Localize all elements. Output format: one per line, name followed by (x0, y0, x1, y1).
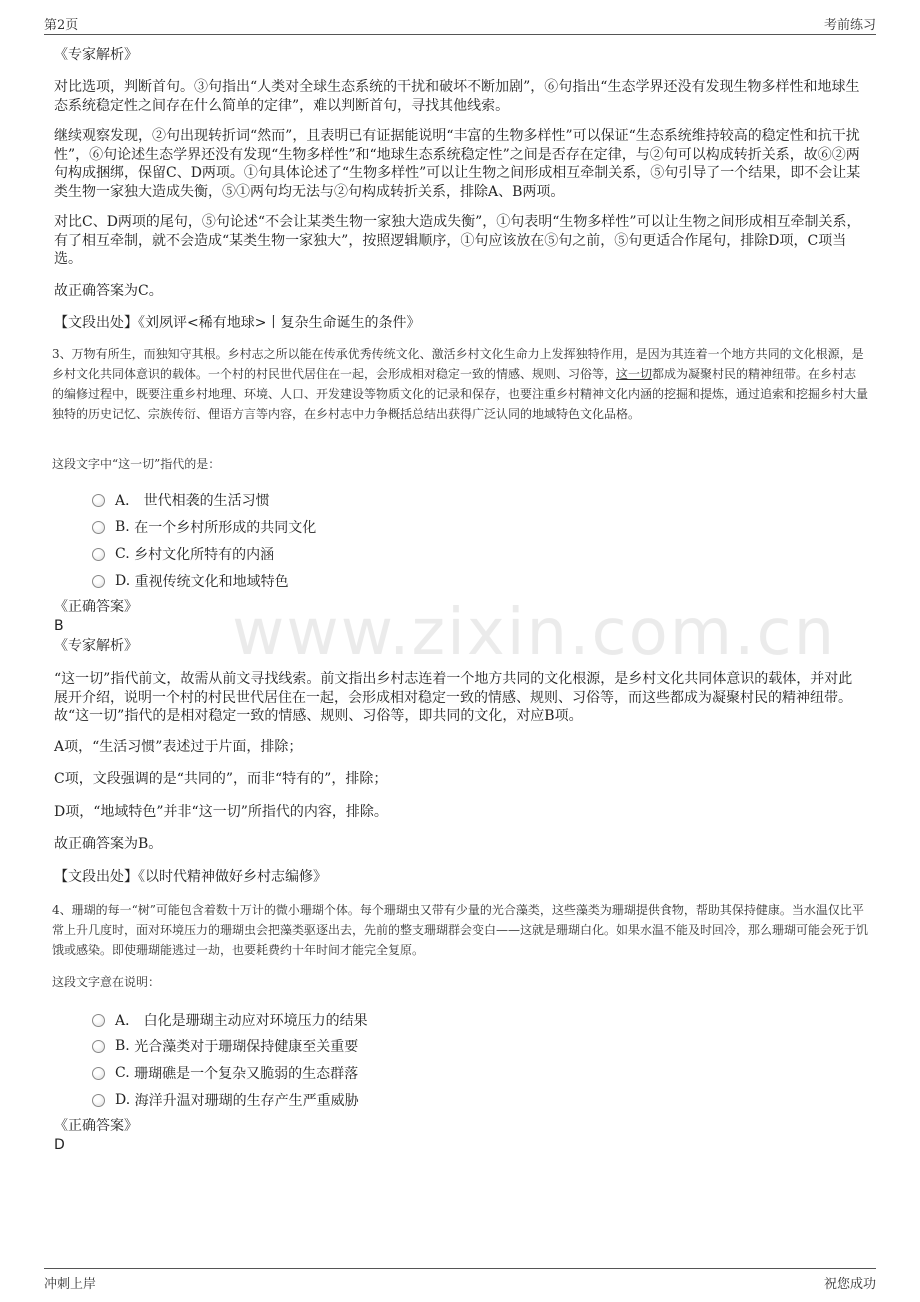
expert-analysis-label: 《专家解析》 (54, 638, 138, 654)
analysis-paragraph: 对比选项，判断首句。③句指出“人类对全球生态系统的干扰和破坏不断加剧”，⑥句指出“生态学界还没有发现生物多样性和地球生态系统稳定性之间存在什么简单的定律”，难以判断首句，寻找其他线索。 (54, 79, 860, 114)
expert-analysis-label: 《专家解析》 (54, 47, 138, 63)
header-title: 考前练习 (823, 18, 876, 33)
analysis-paragraph: “这一切”指代前文，故需从前文寻找线索。前文指出乡村志连着一个地方共同的文化根源，是乡村文化共同体意识的载体，并对此展开介绍，说明一个村的村民世代居住在一起，会形成相对稳定一致的情感、规则、习俗等，而这些都成为凝聚村民的精神纽带。故“这一切”指代的是相对稳定一致的情感、规则、习俗等，即共同的文化，对应B项。 (54, 671, 853, 724)
footer-right: 祝您成功 (823, 1277, 876, 1292)
option-c[interactable]: C. 乡村文化所特有的内涵 (92, 544, 274, 564)
footer-left: 冲刺上岸 (44, 1277, 97, 1292)
page-header (44, 12, 876, 35)
page-number: 第2页 (44, 18, 79, 33)
analysis-paragraph: 继续观察发现，②句出现转折词“然而”，且表明已有证据能说明“丰富的生物多样性”可以保证“生态系统维持较高的稳定性和抗干扰性”，⑥句论述生态学界还没有发现“生物多样性”和“地球生态系统稳定性”之间是否存在定律，与②句可以构成转折关系，故⑥②两句构成捆绑，保留C、D两项。①句具体论述了“生物多样性”可以让生物之间形成相互牵制关系，⑤句引导了一个结果，即不会让某类生物一家独大造成失衡，⑤①两句均无法与②句构成转折关系，排除A、B两项。 (54, 128, 861, 200)
source-citation: 【文段出处】《刘夙评<稀有地球>丨复杂生命诞生的条件》 (54, 315, 421, 331)
radio-icon[interactable] (92, 1014, 105, 1027)
question-prompt: 这段文字中“这一切”指代的是： (52, 457, 221, 471)
option-a[interactable]: A． 白化是珊瑚主动应对环境压力的结果 (92, 1010, 368, 1030)
radio-icon[interactable] (92, 1067, 105, 1080)
correct-answer-label: 《正确答案》 (54, 1118, 138, 1134)
analysis-paragraph: 对比C、D两项的尾句，⑤句论述“不会让某类生物一家独大造成失衡”，①句表明“生物多样性”可以让生物之间形成相互牵制关系，有了相互牵制，就不会造成“某类生物一家独大”，按照逻辑顺序，①句应该放在⑤句之前，⑤句更适合作尾句，排除D项，C项当选。 (54, 214, 861, 267)
watermark: www.zixin.com.cn (232, 596, 837, 670)
analysis-paragraph: D项，“地域特色”并非“这一切”所指代的内容，排除。 (54, 804, 388, 820)
source-citation: 【文段出处】《以时代精神做好乡村志编修》 (54, 869, 327, 885)
underlined-phrase: 这一切 (616, 367, 653, 381)
option-b[interactable]: B. 在一个乡村所形成的共同文化 (92, 517, 316, 537)
option-c[interactable]: C. 珊瑚礁是一个复杂又脆弱的生态群落 (92, 1063, 358, 1083)
correct-answer-label: 《正确答案》 (54, 599, 138, 615)
page-footer (44, 1268, 876, 1293)
correct-answer: B (54, 618, 64, 634)
option-a[interactable]: A． 世代相袭的生活习惯 (92, 490, 270, 510)
analysis-paragraph: C项，文段强调的是“共同的”，而非“特有的”，排除； (54, 771, 388, 787)
correct-answer: D (54, 1137, 65, 1153)
radio-icon[interactable] (92, 521, 105, 534)
analysis-paragraph: A项，“生活习惯”表述过于片面，排除； (54, 739, 303, 755)
radio-icon[interactable] (92, 494, 105, 507)
question-prompt: 这段文字意在说明： (52, 975, 161, 989)
radio-icon[interactable] (92, 1094, 105, 1107)
option-d[interactable]: D. 海洋升温对珊瑚的生存产生严重威胁 (92, 1090, 359, 1110)
answer-statement: 故正确答案为C。 (54, 283, 163, 299)
question-stem: 4、珊瑚的每一“树”可能包含着数十万计的微小珊瑚个体。每个珊瑚虫又带有少量的光合藻类，这些藻类为珊瑚提供食物，帮助其保持健康。当水温仅比平常上升几度时，面对环境压力的珊瑚虫会把藻类驱逐出去，先前的整支珊瑚群会变白——这就是珊瑚白化。如果水温不能及时回冷，那么珊瑚可能会死于饥饿或感染。即使珊瑚能逃过一劫，也要耗费约十年时间才能完全复原。 (52, 903, 869, 957)
radio-icon[interactable] (92, 1040, 105, 1053)
option-b[interactable]: B. 光合藻类对于珊瑚保持健康至关重要 (92, 1036, 358, 1056)
option-d[interactable]: D. 重视传统文化和地域特色 (92, 571, 289, 591)
radio-icon[interactable] (92, 575, 105, 588)
answer-statement: 故正确答案为B。 (54, 836, 163, 852)
question-stem: 3、万物有所生，而独知守其根。乡村志之所以能在传承优秀传统文化、激活乡村文化生命力上发挥独特作用，是因为其连着一个地方共同的文化根源，是乡村文化共同体意识的载体。一个村的村民世代居住在一起，会形成相对稳定一致的情感、规则、习俗等，这一切都成为凝聚村民的精神纽带。在乡村志的编修过程中，既要注重乡村地理、环境、人口、开发建设等物质文化的记录和保存，也要注重乡村精神文化内涵的挖掘和提炼，通过追索和挖掘乡村大量独特的历史记忆、宗族传衍、俚语方言等内容，在乡村志中力争概括总结出获得广泛认同的地域特色文化品格。 (52, 347, 869, 421)
radio-icon[interactable] (92, 548, 105, 561)
